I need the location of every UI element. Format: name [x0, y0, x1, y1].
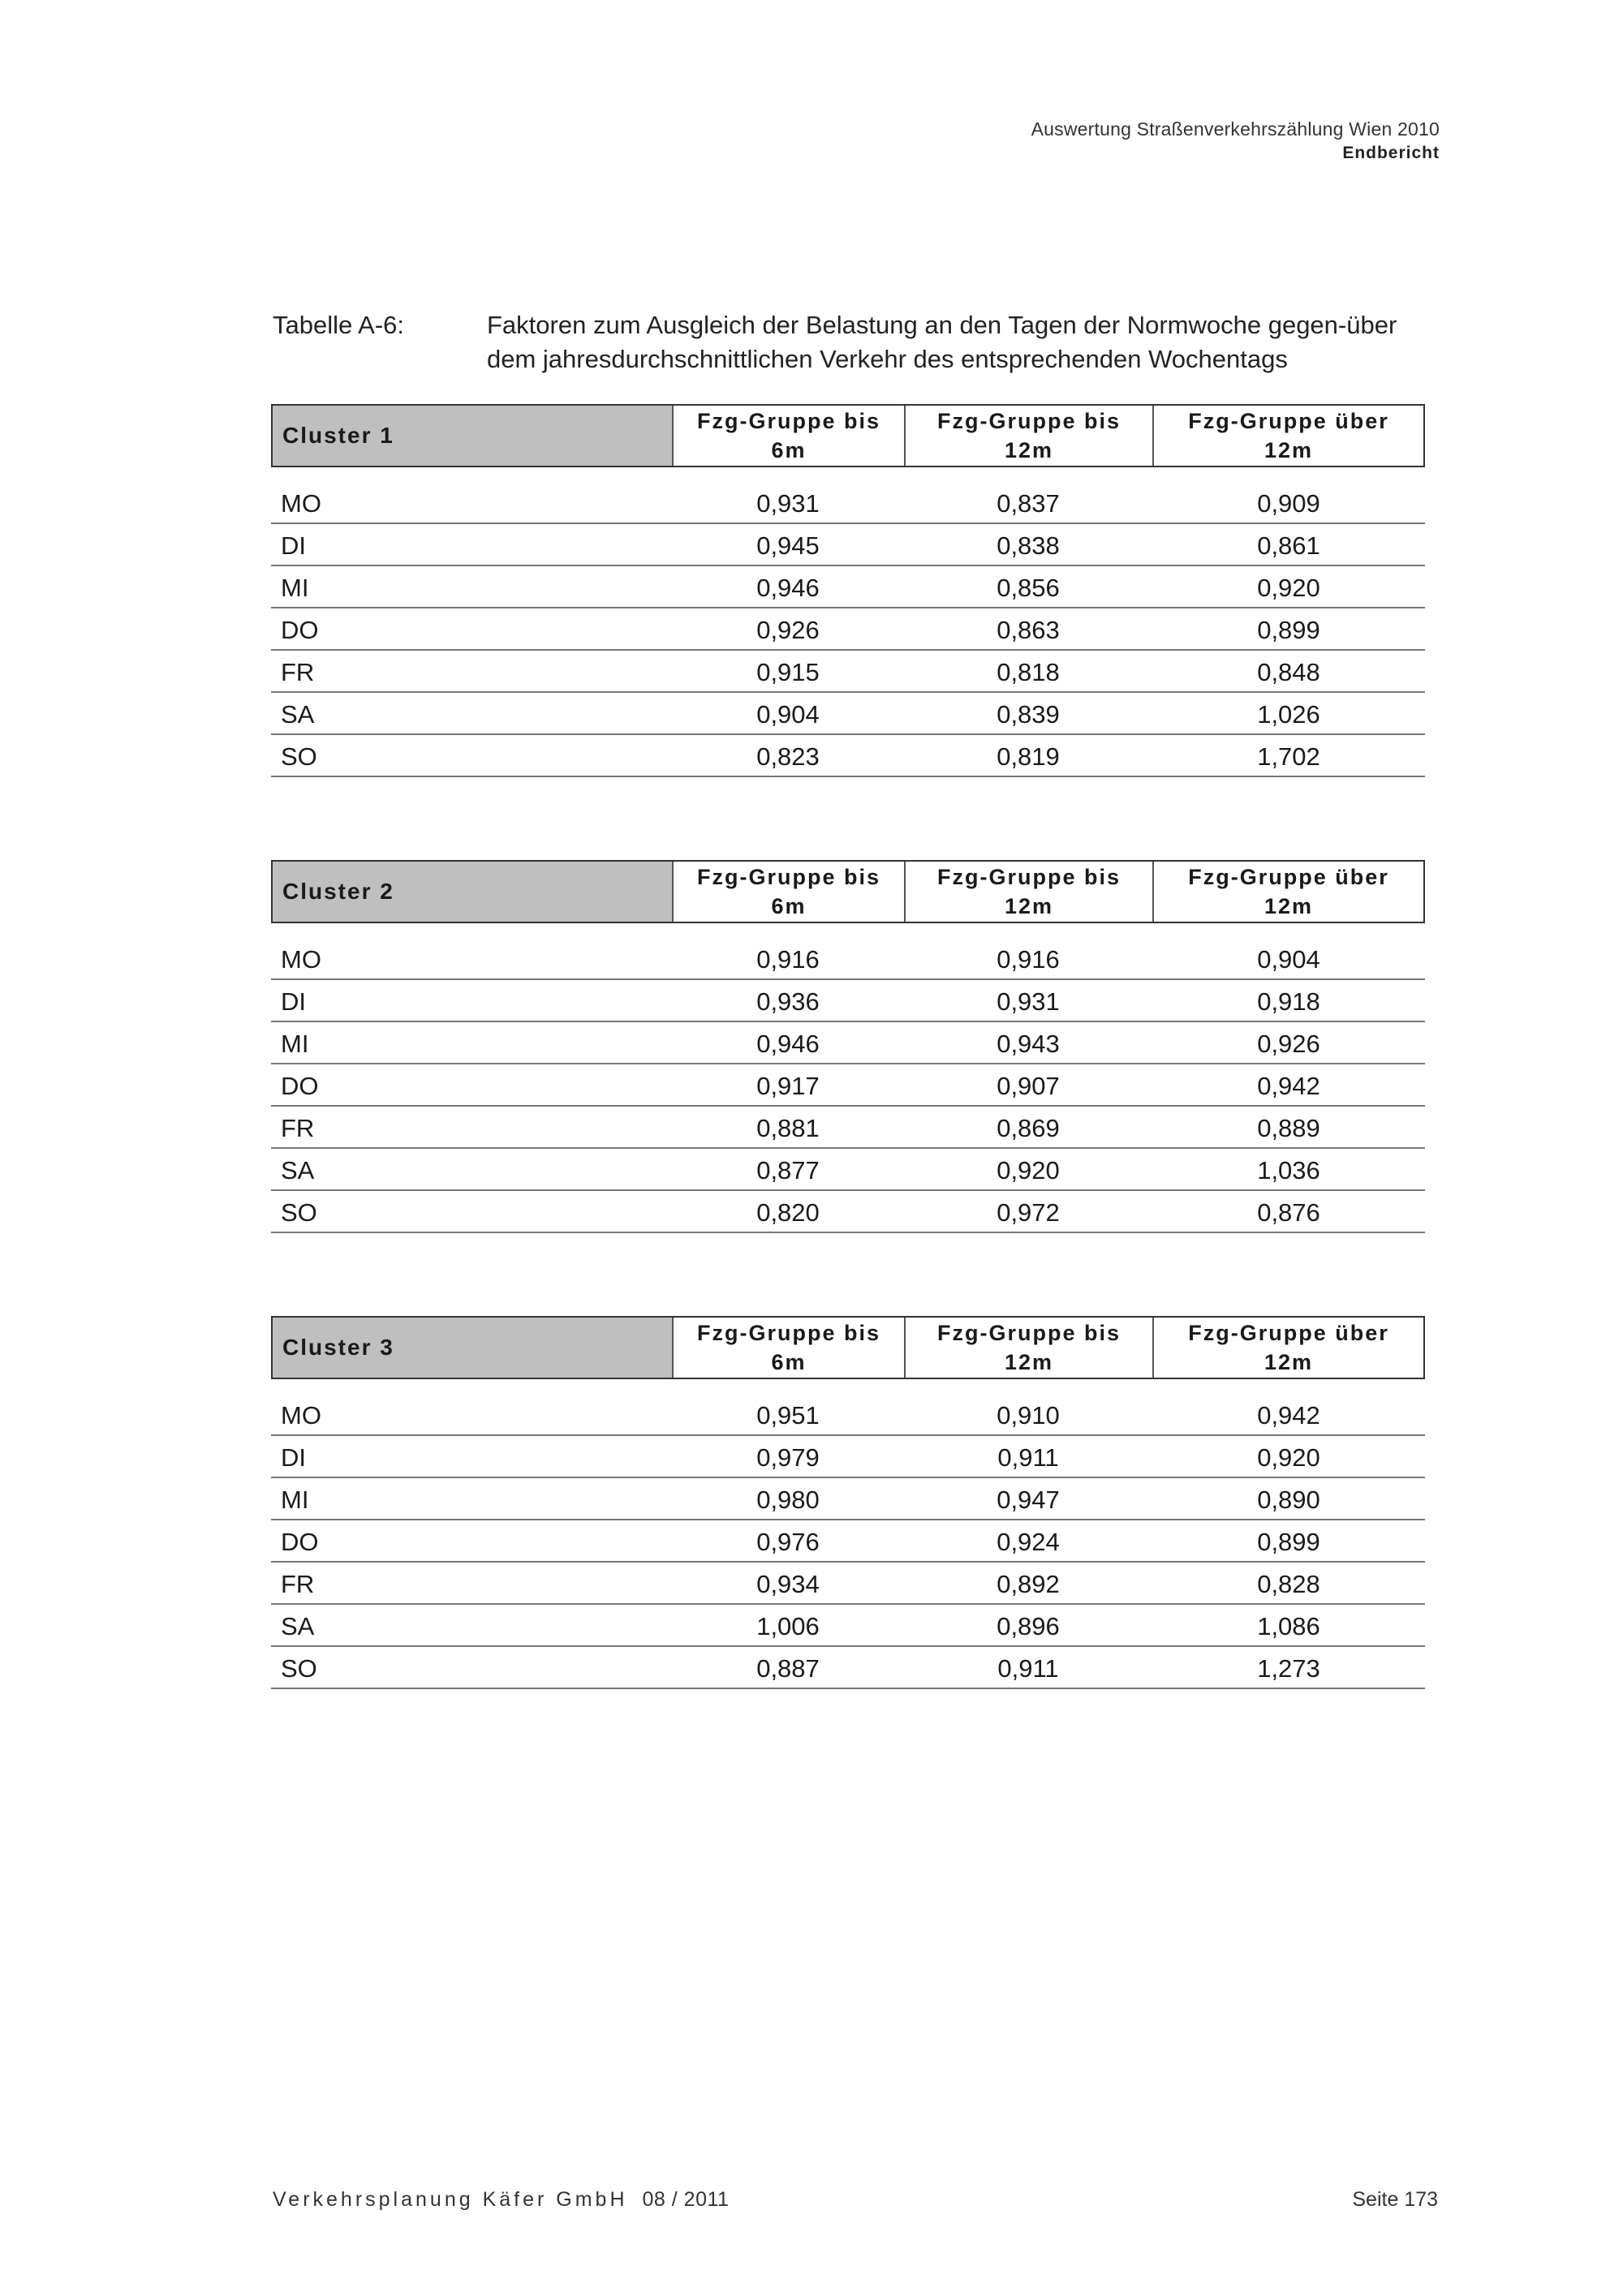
value-cell: 0,904 [1257, 945, 1320, 974]
column-header [906, 406, 1154, 466]
column-header-line1: Fzg-Gruppe über [1188, 409, 1389, 433]
value-cell: 0,856 [997, 574, 1060, 602]
value-cell: 0,917 [756, 1072, 820, 1100]
table-row [271, 1605, 1425, 1647]
table-row [271, 1107, 1425, 1149]
table-header [271, 404, 1425, 467]
page-header [1031, 118, 1440, 163]
value-cell: 0,980 [756, 1486, 820, 1514]
value-cell: 0,823 [756, 742, 820, 771]
value-cell: 0,926 [1257, 1030, 1320, 1058]
value-cell: 0,920 [997, 1156, 1060, 1185]
day-cell: MO [281, 945, 321, 974]
column-header-line2: 12m [1264, 894, 1314, 918]
value-cell: 0,909 [1257, 489, 1320, 518]
day-cell: MO [281, 489, 321, 518]
day-cell: SO [281, 742, 317, 771]
column-header-line2: 12m [1264, 438, 1314, 462]
value-cell: 0,848 [1257, 658, 1320, 686]
table-row [271, 482, 1425, 524]
value-cell: 0,887 [756, 1654, 820, 1683]
value-cell: 1,006 [756, 1612, 820, 1640]
table-row [271, 608, 1425, 651]
footer-date: 08 / 2011 [642, 2188, 730, 2211]
cluster-label: Cluster 1 [273, 406, 674, 466]
column-header-line2: 6m [771, 1350, 807, 1374]
value-cell: 0,911 [997, 1654, 1059, 1683]
value-cell: 0,896 [997, 1612, 1060, 1640]
value-cell: 0,877 [756, 1156, 820, 1185]
column-header-line1: Fzg-Gruppe bis [697, 1321, 880, 1345]
day-cell: SA [281, 1156, 315, 1185]
table-row [271, 1064, 1425, 1107]
cluster-table-1 [271, 404, 1425, 777]
day-cell: FR [281, 658, 315, 686]
value-cell: 0,899 [1257, 1528, 1320, 1556]
table-header [271, 1316, 1425, 1379]
cluster-label: Cluster 2 [273, 862, 674, 922]
value-cell: 0,936 [756, 987, 820, 1016]
value-cell: 0,947 [997, 1486, 1060, 1514]
value-cell: 1,702 [1257, 742, 1320, 771]
footer-company: Verkehrsplanung Käfer GmbH [273, 2188, 628, 2211]
value-cell: 0,876 [1257, 1198, 1320, 1227]
table-row [271, 651, 1425, 693]
column-header-line2: 12m [1004, 438, 1054, 462]
column-header-line2: 12m [1004, 1350, 1054, 1374]
value-cell: 0,838 [997, 531, 1060, 560]
value-cell: 0,972 [997, 1198, 1060, 1227]
value-cell: 0,915 [756, 658, 820, 686]
day-cell: FR [281, 1570, 315, 1598]
value-cell: 1,086 [1257, 1612, 1320, 1640]
value-cell: 0,907 [997, 1072, 1060, 1100]
table-row [271, 1478, 1425, 1520]
value-cell: 0,920 [1257, 574, 1320, 602]
report-title: Auswertung Straßenverkehrszählung Wien 2010 [1031, 118, 1440, 140]
caption-label: Tabelle A-6: [273, 311, 404, 339]
day-cell: DO [281, 616, 319, 644]
value-cell: 0,869 [997, 1114, 1060, 1142]
column-header [674, 1318, 906, 1378]
value-cell: 0,931 [997, 987, 1060, 1016]
value-cell: 0,920 [1257, 1443, 1320, 1472]
cluster-table-2 [271, 860, 1425, 1233]
column-header [1154, 862, 1423, 922]
column-header-line1: Fzg-Gruppe über [1188, 865, 1389, 889]
value-cell: 0,976 [756, 1528, 820, 1556]
page-footer [273, 2188, 729, 2212]
day-cell: SA [281, 700, 315, 729]
value-cell: 0,946 [756, 1030, 820, 1058]
table-row [271, 1520, 1425, 1563]
value-cell: 0,916 [756, 945, 820, 974]
day-cell: DI [281, 531, 306, 560]
column-header-line1: Fzg-Gruppe bis [697, 865, 880, 889]
column-header-line1: Fzg-Gruppe bis [937, 409, 1121, 433]
value-cell: 0,931 [756, 489, 820, 518]
value-cell: 0,924 [997, 1528, 1060, 1556]
table-body [271, 938, 1425, 1233]
day-cell: DI [281, 1443, 306, 1472]
value-cell: 0,918 [1257, 987, 1320, 1016]
table-body [271, 482, 1425, 777]
column-header [1154, 406, 1423, 466]
day-cell: FR [281, 1114, 315, 1142]
column-header-line1: Fzg-Gruppe bis [937, 1321, 1121, 1345]
value-cell: 0,945 [756, 531, 820, 560]
report-subtitle: Endbericht [1342, 144, 1440, 162]
table-row [271, 1191, 1425, 1233]
day-cell: SA [281, 1612, 315, 1640]
table-row [271, 980, 1425, 1022]
value-cell: 0,942 [1257, 1072, 1320, 1100]
value-cell: 0,837 [997, 489, 1060, 518]
column-header [674, 862, 906, 922]
table-row [271, 1563, 1425, 1605]
column-header-line1: Fzg-Gruppe bis [697, 409, 880, 433]
column-header-line2: 12m [1264, 1350, 1314, 1374]
caption-text: Faktoren zum Ausgleich der Belastung an den Tagen der Normwoche gegen-über dem jahresdurchschnittlichen Verkehr des entsprechenden Wochentags [487, 311, 1397, 373]
table-header [271, 860, 1425, 923]
value-cell: 0,910 [997, 1401, 1060, 1430]
column-header [906, 862, 1154, 922]
day-cell: MI [281, 1030, 309, 1058]
table-row [271, 693, 1425, 735]
day-cell: MI [281, 574, 309, 602]
day-cell: SO [281, 1198, 317, 1227]
value-cell: 0,899 [1257, 616, 1320, 644]
value-cell: 0,819 [997, 742, 1060, 771]
value-cell: 0,926 [756, 616, 820, 644]
table-body [271, 1394, 1425, 1689]
table-row [271, 566, 1425, 608]
value-cell: 0,863 [997, 616, 1060, 644]
table-row [271, 1394, 1425, 1436]
value-cell: 0,828 [1257, 1570, 1320, 1598]
value-cell: 0,818 [997, 658, 1060, 686]
column-header-line2: 6m [771, 894, 807, 918]
value-cell: 1,273 [1257, 1654, 1320, 1683]
column-header-line2: 6m [771, 438, 807, 462]
value-cell: 0,820 [756, 1198, 820, 1227]
value-cell: 0,881 [756, 1114, 820, 1142]
day-cell: DI [281, 987, 306, 1016]
day-cell: DO [281, 1072, 319, 1100]
value-cell: 0,839 [997, 700, 1060, 729]
table-row [271, 1436, 1425, 1478]
cluster-label: Cluster 3 [273, 1318, 674, 1378]
value-cell: 0,890 [1257, 1486, 1320, 1514]
day-cell: MO [281, 1401, 321, 1430]
value-cell: 0,943 [997, 1030, 1060, 1058]
table-row [271, 1022, 1425, 1064]
value-cell: 0,951 [756, 1401, 820, 1430]
day-cell: SO [281, 1654, 317, 1683]
value-cell: 0,889 [1257, 1114, 1320, 1142]
table-row [271, 938, 1425, 980]
value-cell: 0,861 [1257, 531, 1320, 560]
table-row [271, 524, 1425, 566]
column-header [906, 1318, 1154, 1378]
page-number: Seite 173 [1352, 2188, 1438, 2211]
value-cell: 0,979 [756, 1443, 820, 1472]
column-header-line1: Fzg-Gruppe bis [937, 865, 1121, 889]
table-row [271, 1149, 1425, 1191]
value-cell: 0,892 [997, 1570, 1060, 1598]
table-row [271, 735, 1425, 777]
value-cell: 0,904 [756, 700, 820, 729]
value-cell: 0,911 [997, 1443, 1059, 1472]
value-cell: 0,942 [1257, 1401, 1320, 1430]
value-cell: 1,026 [1257, 700, 1320, 729]
value-cell: 0,934 [756, 1570, 820, 1598]
day-cell: MI [281, 1486, 309, 1514]
day-cell: DO [281, 1528, 319, 1556]
value-cell: 0,916 [997, 945, 1060, 974]
table-row [271, 1647, 1425, 1689]
column-header-line1: Fzg-Gruppe über [1188, 1321, 1389, 1345]
column-header-line2: 12m [1004, 894, 1054, 918]
column-header [674, 406, 906, 466]
cluster-table-3 [271, 1316, 1425, 1689]
value-cell: 0,946 [756, 574, 820, 602]
column-header [1154, 1318, 1423, 1378]
value-cell: 1,036 [1257, 1156, 1320, 1185]
